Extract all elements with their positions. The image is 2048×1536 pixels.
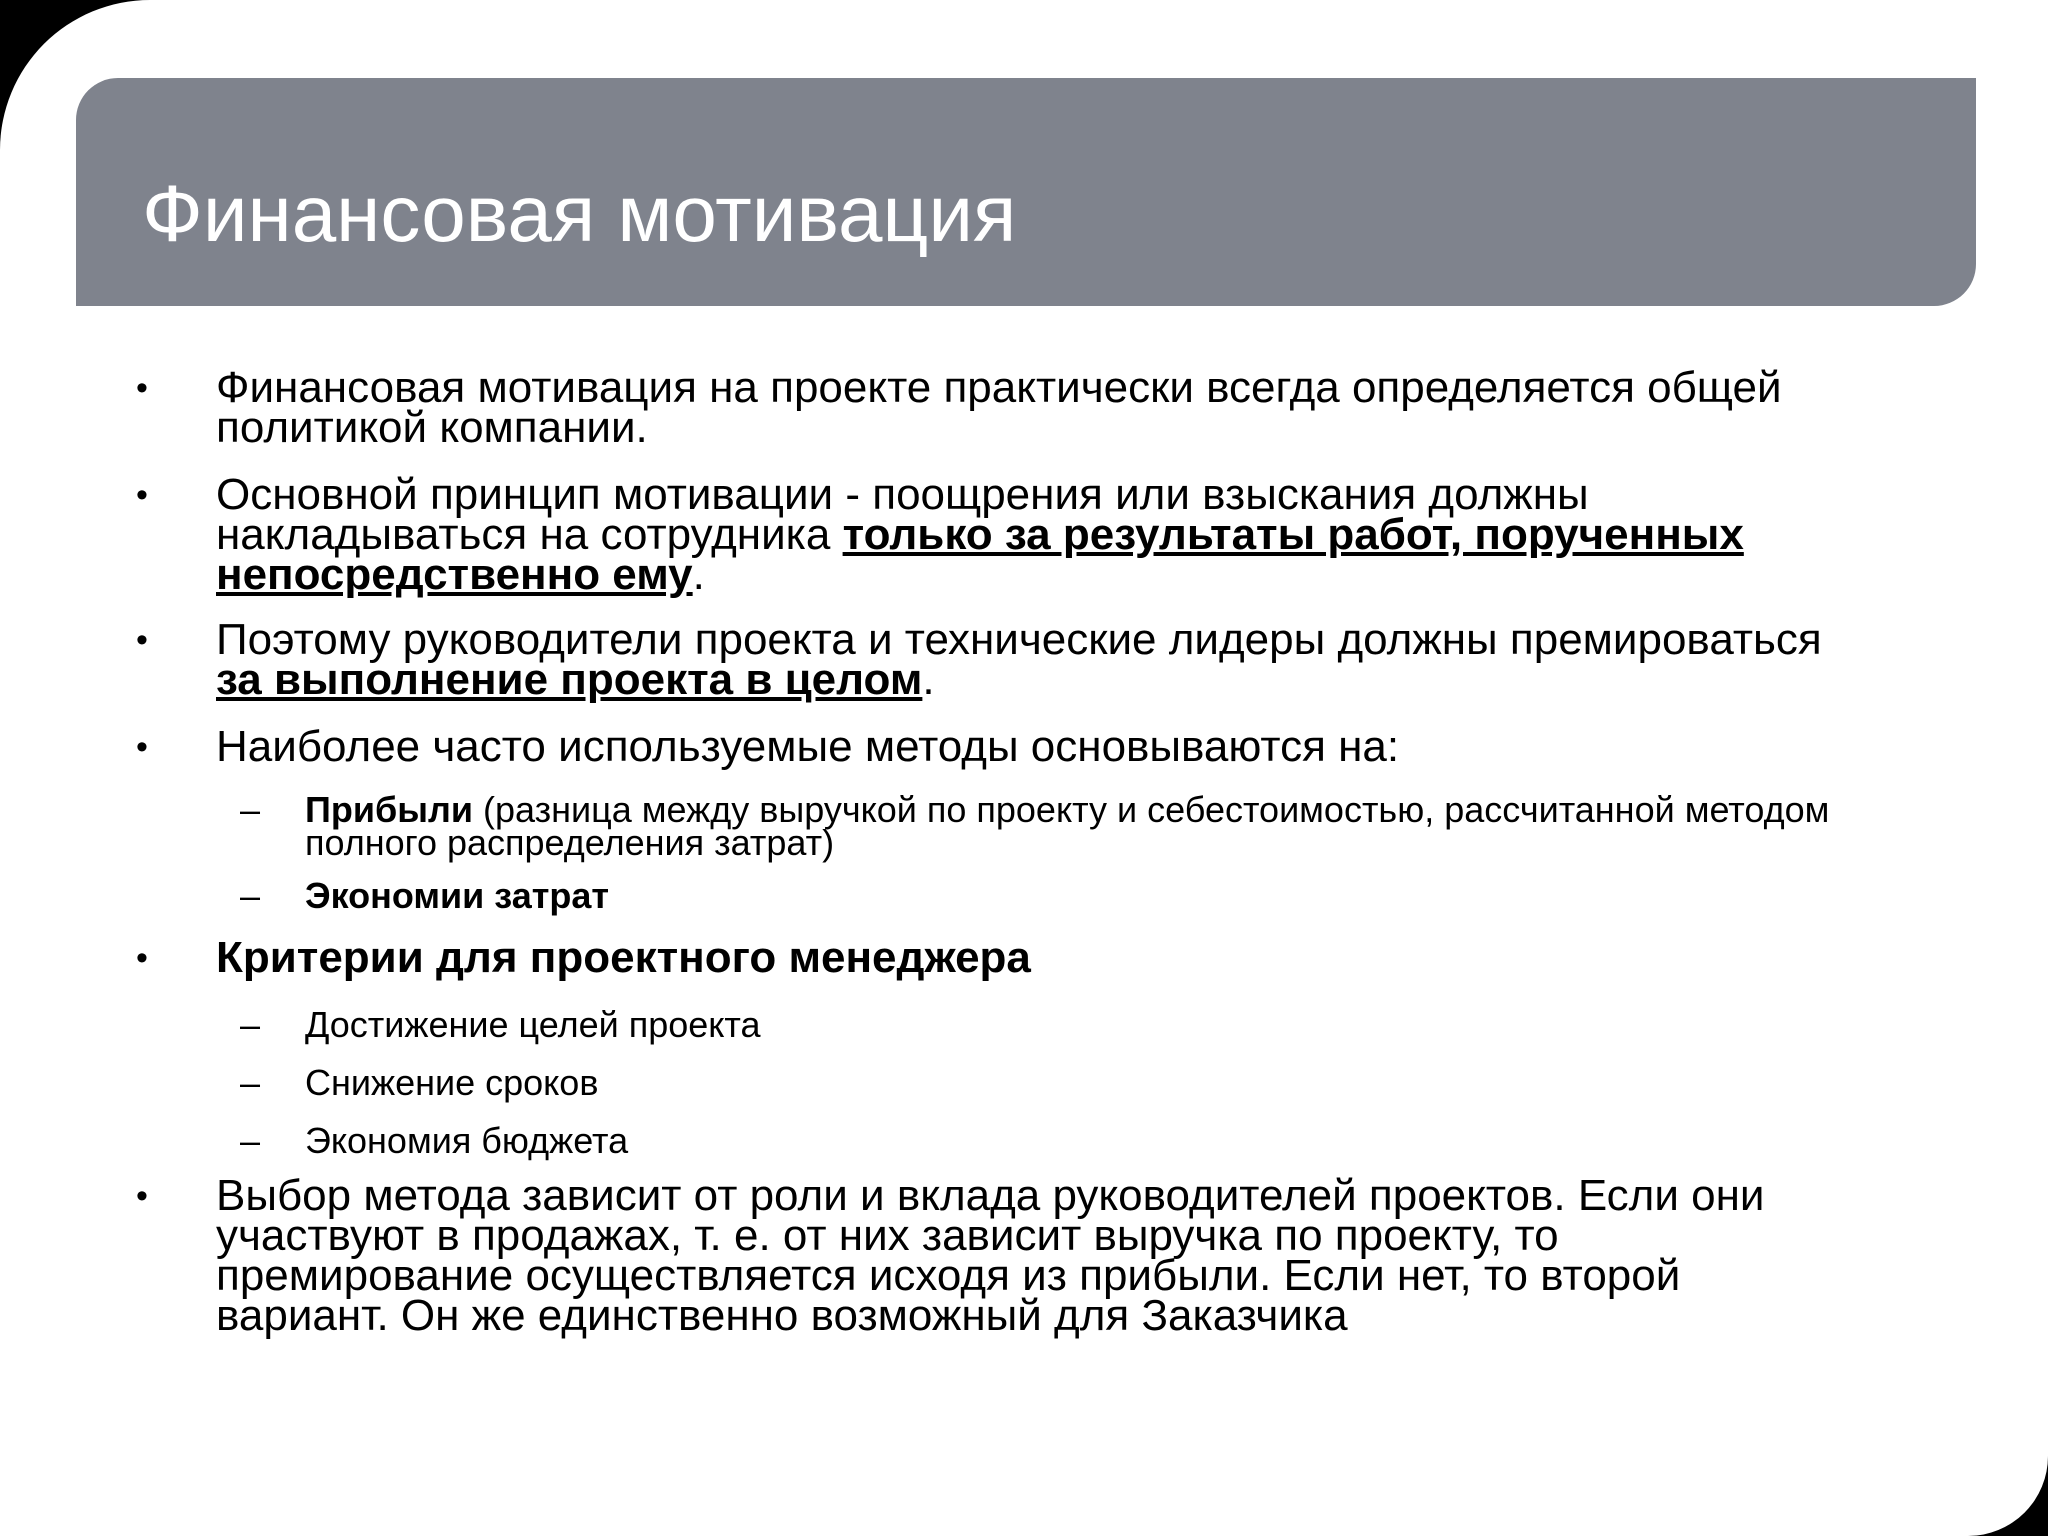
bullet-marker: • — [136, 476, 148, 514]
sub-marker: – — [240, 789, 261, 830]
sub-text-bold: Прибыли — [305, 789, 473, 830]
bullet-text-plain: Поэтому руководители проекта и технические лидеры должны премироваться — [216, 615, 1822, 664]
bullet-text: Критерии для проектного менеджера — [216, 933, 1031, 982]
bullet-text — [216, 470, 1856, 599]
bullet-marker: • — [136, 1177, 148, 1215]
bullet-text-end: . — [692, 550, 705, 599]
bullet-marker: • — [136, 939, 148, 977]
sub-text — [305, 789, 1865, 863]
bullet-text: Финансовая мотивация на проекте практически всегда определяется общей политикой компании. — [216, 363, 1782, 452]
sub-text-plain: (разница между выручкой по проекту и себестоимостью, рассчитанной методом полного распределения затрат) — [305, 789, 1830, 863]
sub-text: Снижение сроков — [305, 1062, 599, 1103]
sub-marker: – — [240, 1120, 261, 1161]
sub-text: Достижение целей проекта — [305, 1004, 761, 1045]
bullet-text-end: . — [922, 655, 935, 704]
bullet-text-emphasis: только за результаты работ, порученных непосредственно ему — [216, 510, 1744, 599]
bullet-text — [216, 615, 1856, 704]
bullet-text-emphasis: за выполнение проекта в целом — [216, 655, 923, 704]
slide-title: Финансовая мотивация — [142, 169, 1017, 258]
sub-text-bold: Экономии затрат — [305, 875, 610, 916]
bullet-text: Наиболее часто используемые методы основываются на: — [216, 722, 1400, 771]
sub-marker: – — [240, 1004, 261, 1045]
sub-marker: – — [240, 875, 261, 916]
bullet-text-plain: Основной принцип мотивации - поощрения или взыскания должны накладываться на сотрудника — [216, 470, 1589, 559]
bullet-marker: • — [136, 369, 148, 407]
bullet-marker: • — [136, 621, 148, 659]
sub-text: Экономия бюджета — [305, 1120, 629, 1161]
sub-marker: – — [240, 1062, 261, 1103]
bullet-marker: • — [136, 728, 148, 766]
bullet-text: Выбор метода зависит от роли и вклада руководителей проектов. Если они участвуют в продажах, т. е. от них зависит выручка по проекту, то премирование осуществляется исходя из прибыли. Если нет, то второй вариант. Он же единственно возможный для Заказчика — [216, 1171, 1765, 1340]
